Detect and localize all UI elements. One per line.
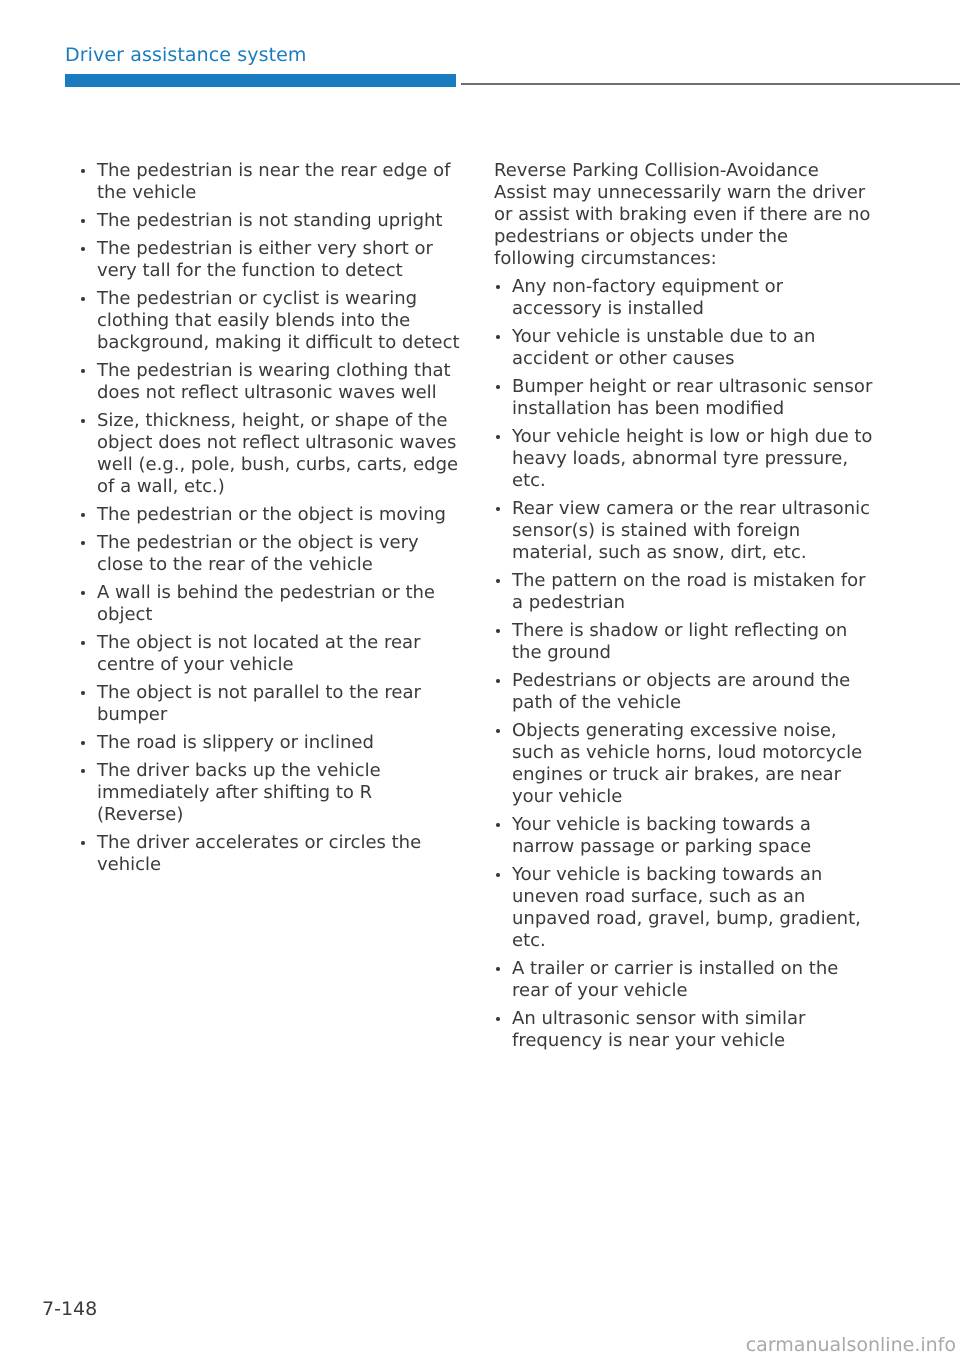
list-item: The pedestrian or cyclist is wearing clothing that easily blends into the background, making it difficult to detect [79, 288, 460, 354]
list-item: The pedestrian is wearing clothing that does not reflect ultrasonic waves well [79, 360, 460, 404]
list-item: The pedestrian or the object is moving [79, 504, 460, 526]
left-bullet-list [79, 160, 460, 876]
header-divider-line [461, 83, 960, 85]
list-item: Your vehicle is backing towards an uneven road surface, such as an unpaved road, gravel, bump, gradient, etc. [494, 864, 874, 952]
list-item: The pedestrian is either very short or very tall for the function to detect [79, 238, 460, 282]
intro-paragraph: Reverse Parking Collision-Avoidance Assist may unnecessarily warn the driver or assist with braking even if there are no pedestrians or objects under the following circumstances: [494, 160, 871, 269]
list-item: The pattern on the road is mistaken for a pedestrian [494, 570, 874, 614]
right-bullet-list [494, 276, 874, 1052]
list-item: Objects generating excessive noise, such as vehicle horns, loud motorcycle engines or truck air brakes, are near your vehicle [494, 720, 874, 808]
list-item: The driver accelerates or circles the vehicle [79, 832, 460, 876]
list-item: The object is not located at the rear centre of your vehicle [79, 632, 460, 676]
list-item: The object is not parallel to the rear bumper [79, 682, 460, 726]
list-item: Your vehicle is backing towards a narrow passage or parking space [494, 814, 874, 858]
list-item: A trailer or carrier is installed on the rear of your vehicle [494, 958, 874, 1002]
list-item: Rear view camera or the rear ultrasonic sensor(s) is stained with foreign material, such as snow, dirt, etc. [494, 498, 874, 564]
list-item: The pedestrian or the object is very close to the rear of the vehicle [79, 532, 460, 576]
list-item: Your vehicle height is low or high due to heavy loads, abnormal tyre pressure, etc. [494, 426, 874, 492]
list-item: An ultrasonic sensor with similar frequency is near your vehicle [494, 1008, 874, 1052]
section-title: Driver assistance system [65, 44, 307, 66]
list-item: The pedestrian is near the rear edge of the vehicle [79, 160, 460, 204]
list-item: The pedestrian is not standing upright [79, 210, 460, 232]
list-item: A wall is behind the pedestrian or the object [79, 582, 460, 626]
list-item: Bumper height or rear ultrasonic sensor installation has been modified [494, 376, 874, 420]
list-item: There is shadow or light reflecting on the ground [494, 620, 874, 664]
right-column [494, 160, 874, 1058]
page-number: 7-148 [42, 1298, 98, 1320]
left-column [79, 160, 460, 882]
watermark-text: carmanualsonline.info [745, 1334, 956, 1356]
list-item: Your vehicle is unstable due to an accident or other causes [494, 326, 874, 370]
header-accent-bar [65, 74, 456, 87]
list-item: Pedestrians or objects are around the path of the vehicle [494, 670, 874, 714]
list-item: Size, thickness, height, or shape of the object does not reflect ultrasonic waves well (e.g., pole, bush, curbs, carts, edge of a wall, etc.) [79, 410, 460, 498]
list-item: Any non-factory equipment or accessory is installed [494, 276, 874, 320]
list-item: The driver backs up the vehicle immediately after shifting to R (Reverse) [79, 760, 460, 826]
list-item: The road is slippery or inclined [79, 732, 460, 754]
